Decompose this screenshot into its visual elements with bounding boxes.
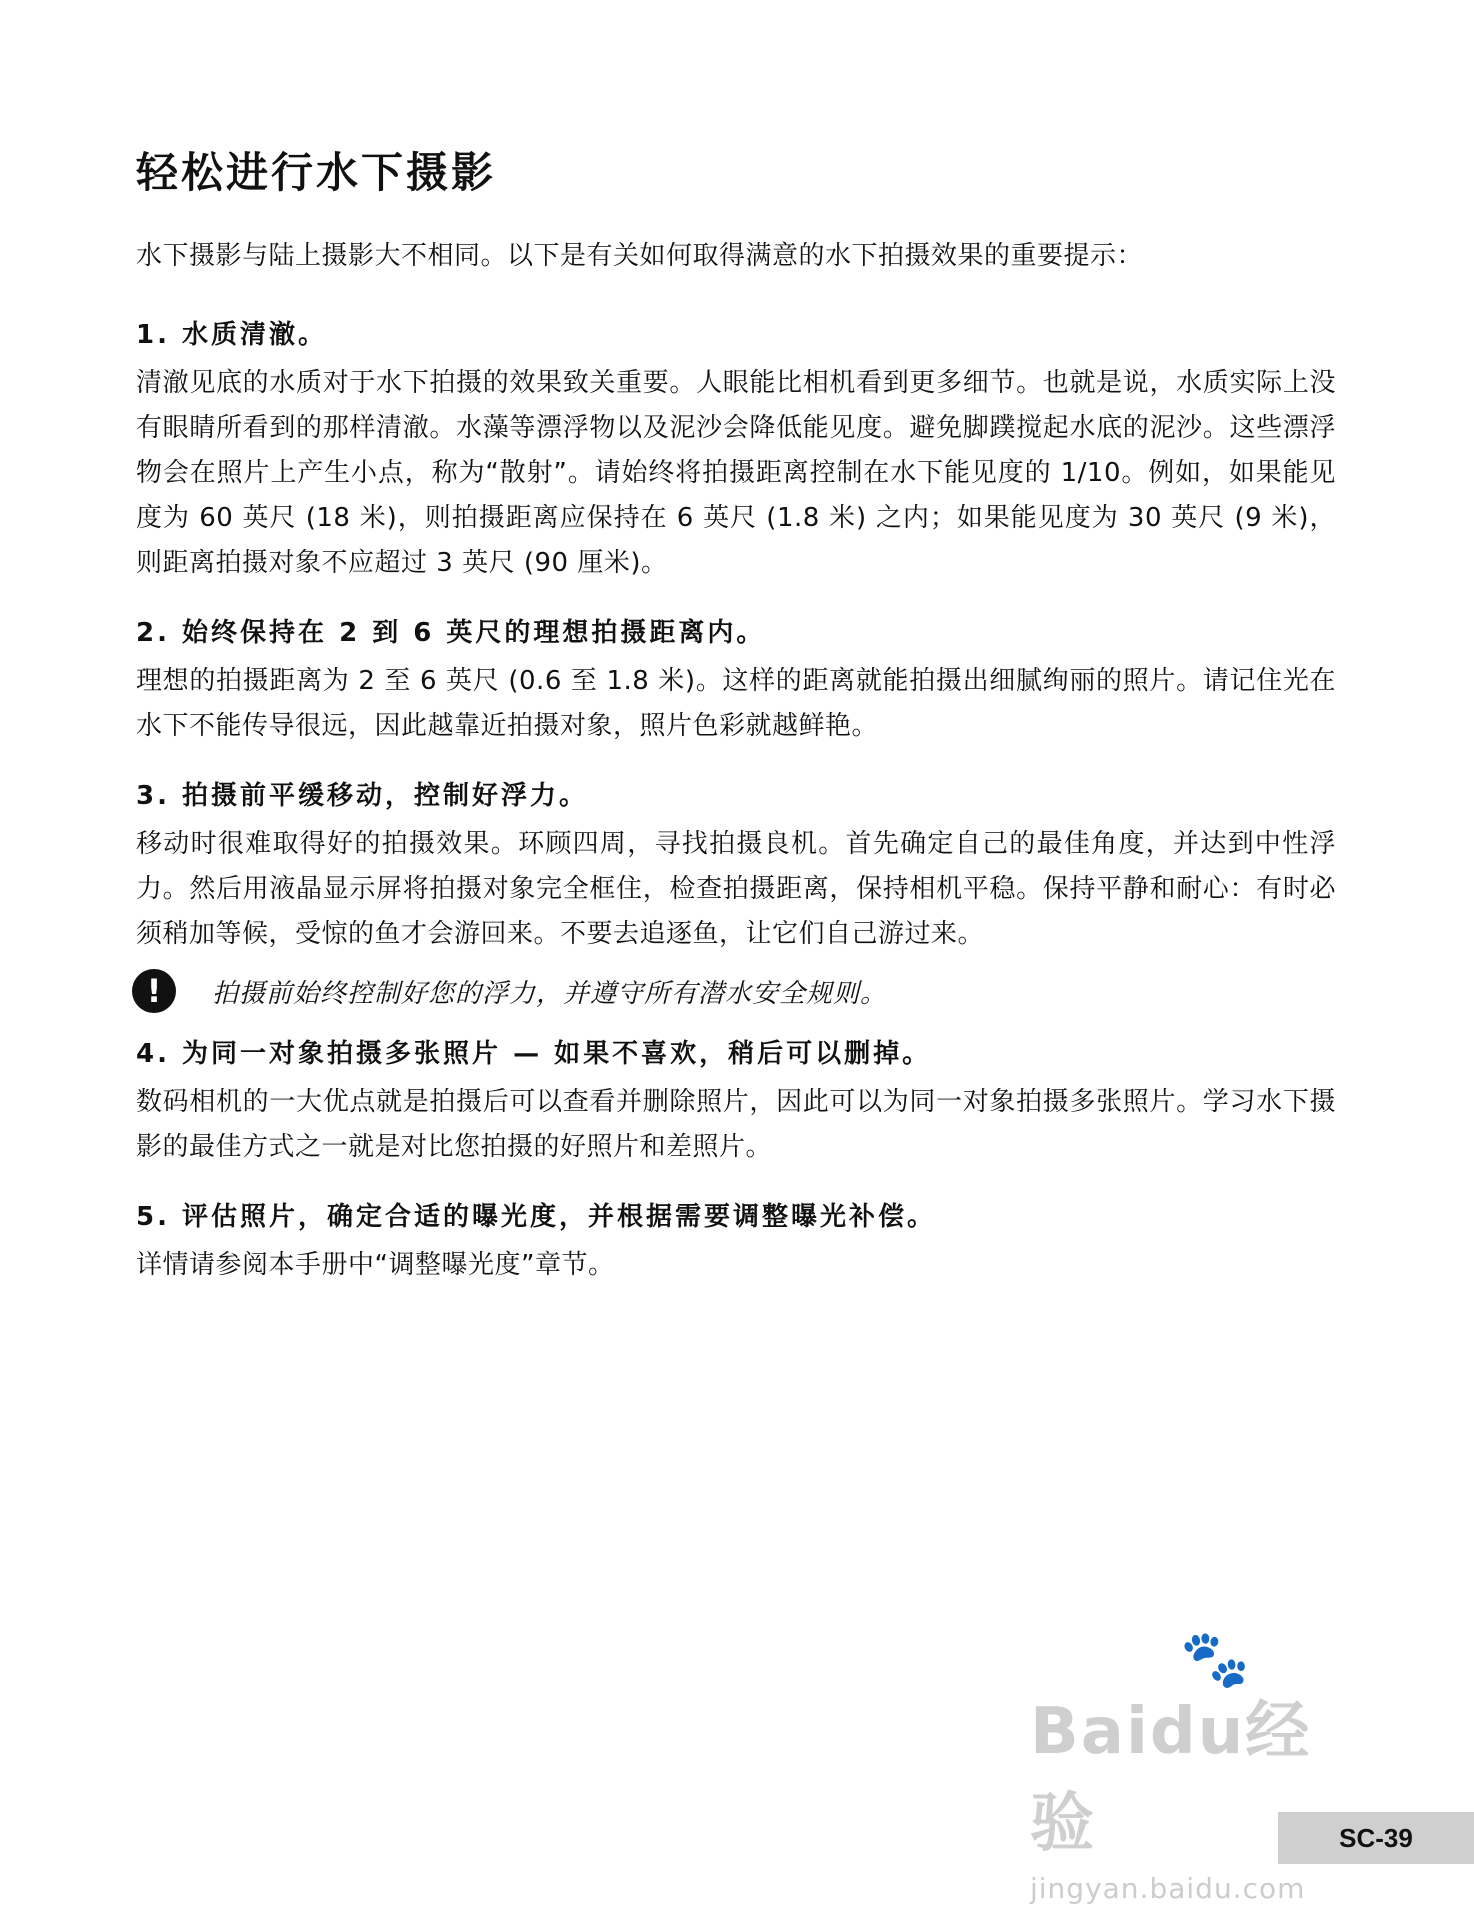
document-page xyxy=(136,140,1336,1314)
page-title: 轻松进行水下摄影 xyxy=(136,148,497,197)
section-title: 1. 水质清澈。 xyxy=(136,320,328,351)
safety-note xyxy=(132,969,1336,1013)
section-4 xyxy=(136,1033,1336,1170)
watermark-logo: Baidu经验 xyxy=(1030,1695,1312,1861)
section-body: 数码相机的一大优点就是拍摄后可以查看并删除照片，因此可以为同一对象拍摄多张照片。学习水下摄影的最佳方式之一就是对比您拍摄的好照片和差照片。 xyxy=(136,1087,1336,1163)
section-title: 5. 评估照片，确定合适的曝光度，并根据需要调整曝光补偿。 xyxy=(136,1202,937,1233)
watermark-url: jingyan.baidu.com xyxy=(1030,1872,1306,1905)
page-number: SC-39 xyxy=(1278,1812,1474,1864)
section-body: 理想的拍摄距离为 2 至 6 英尺 (0.6 至 1.8 米)。这样的距离就能拍摄出细腻绚丽的照片。请记住光在水下不能传导很远，因此越靠近拍摄对象，照片色彩就越鲜艳。 xyxy=(136,666,1336,742)
section-title: 2. 始终保持在 2 到 6 英尺的理想拍摄距离内。 xyxy=(136,618,766,649)
intro-paragraph: 水下摄影与陆上摄影大不相同。以下是有关如何取得满意的水下拍摄效果的重要提示： xyxy=(136,241,1144,271)
baidu-watermark xyxy=(1030,1627,1370,1905)
section-body: 清澈见底的水质对于水下拍摄的效果致关重要。人眼能比相机看到更多细节。也就是说，水质实际上没有眼睛所看到的那样清澈。水藻等漂浮物以及泥沙会降低能见度。避免脚蹼搅起水底的泥沙。这些漂浮物会在照片上产生小点，称为“散射”。请始终将拍摄距离控制在水下能见度的 1/10。例如，如果能见度为 60 英尺 (18 米)，则拍摄距离应保持在 6 英尺 (1.8 米) 之内；如果能见度为 30 英尺 (9 米)，则距离拍摄对象不应超过 3 英尺 (90 厘米)。 xyxy=(136,368,1336,579)
section-1 xyxy=(136,314,1336,586)
paw-icon: 🐾 xyxy=(1180,1627,1250,1692)
section-title: 3. 拍摄前平缓移动，控制好浮力。 xyxy=(136,781,589,812)
section-3 xyxy=(136,775,1336,957)
section-5 xyxy=(136,1196,1336,1288)
note-text: 拍摄前始终控制好您的浮力，并遵守所有潜水安全规则。 xyxy=(212,978,888,1009)
exclamation-icon: ! xyxy=(132,969,176,1013)
section-body: 详情请参阅本手册中“调整曝光度”章节。 xyxy=(136,1250,615,1281)
section-2 xyxy=(136,612,1336,749)
section-title: 4. 为同一对象拍摄多张照片 — 如果不喜欢，稍后可以删掉。 xyxy=(136,1039,932,1070)
section-body: 移动时很难取得好的拍摄效果。环顾四周，寻找拍摄良机。首先确定自己的最佳角度，并达到中性浮力。然后用液晶显示屏将拍摄对象完全框住，检查拍摄距离，保持相机平稳。保持平静和耐心：有时必须稍加等候，受惊的鱼才会游回来。不要去追逐鱼，让它们自己游过来。 xyxy=(136,829,1336,950)
